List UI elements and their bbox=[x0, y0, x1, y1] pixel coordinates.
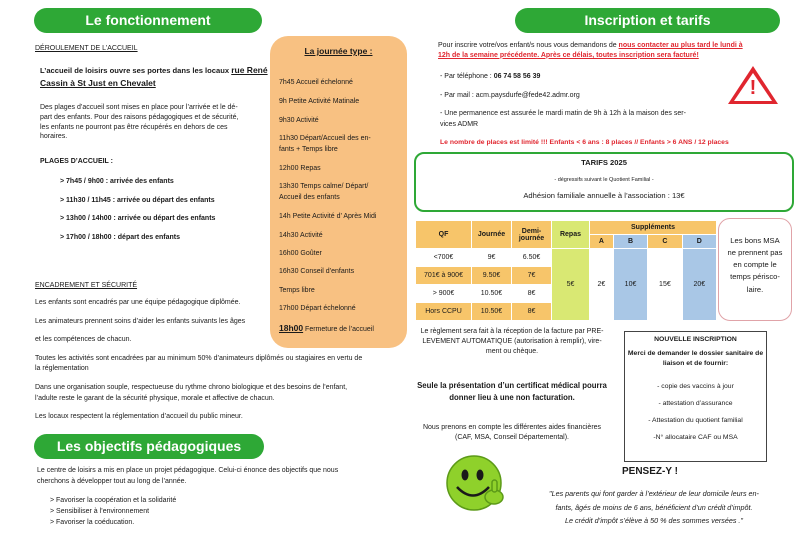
perm-line: vices ADMR bbox=[440, 121, 479, 128]
cell-qf: Hors CCPU bbox=[416, 303, 472, 321]
journee-item: Temps libre bbox=[279, 287, 315, 294]
th-journee: Journée bbox=[472, 221, 512, 249]
p1-text: Pour inscrire votre/vos enfant/s nous vous demandons de bbox=[438, 42, 619, 49]
enc-line: Toutes les activités sont encadrées par au minimum 50% d’animateurs diplômés ou stagiaires en vertu de bbox=[35, 355, 363, 362]
mail-line: - Par mail : acm.paysdurfe@fede42.admr.org bbox=[440, 92, 580, 99]
new-item: -N° allocataire CAF ou MSA bbox=[653, 434, 738, 442]
warning-triangle-icon bbox=[726, 64, 780, 106]
journee-item: 9h Petite Activité Matinale bbox=[279, 98, 360, 105]
cell-demi: 8€ bbox=[512, 303, 552, 321]
th-qf: QF bbox=[416, 221, 472, 249]
th-supp-a: A bbox=[590, 235, 614, 249]
nouvelle-inscription-box bbox=[624, 331, 767, 462]
quote-line: Le crédit d’impôt s’élève à 50 % des sommes versées ." bbox=[565, 516, 743, 526]
msa-line: laire. bbox=[746, 284, 764, 294]
p1-deadline: nous contacter au plus tard le lundi à bbox=[618, 42, 743, 49]
regl-line: LEVEMENT AUTOMATIQUE (autorisation à remplir), vire- bbox=[422, 337, 602, 345]
quote-line: fants, âgés de moins de 6 ans, bénéficient d’un crédit d’impôt. bbox=[555, 502, 753, 512]
objectif-item: > Favoriser la coopération et la solidarité bbox=[50, 497, 177, 504]
intro-text: L’accueil de loisirs ouvre ses portes dans les locaux bbox=[40, 66, 230, 75]
cell-supp-b: 10€ bbox=[613, 249, 647, 321]
journee-item: 9h30 Activité bbox=[279, 117, 319, 124]
journee-title: La journée type : bbox=[304, 46, 373, 56]
aides bbox=[412, 423, 612, 443]
certif-line: Seule la présentation d’un certificat médical pourra bbox=[417, 381, 607, 390]
obj-line: Le centre de loisirs a mis en place un projet pédagogique. Celui-ci énonce des objectifs que nous bbox=[37, 467, 339, 474]
msa-line: Les bons MSA bbox=[730, 236, 780, 245]
journee-item: 16h30 Conseil d’enfants bbox=[279, 268, 355, 275]
th-repas: Repas bbox=[552, 221, 590, 249]
journee-type-panel bbox=[270, 36, 407, 348]
tel-line bbox=[440, 72, 540, 82]
msa-box bbox=[718, 218, 792, 321]
cell-qf: 701€ à 900€ bbox=[416, 267, 472, 285]
plage-item: > 7h45 / 9h00 : arrivée des enfants bbox=[60, 178, 174, 185]
journee-item: 12h00 Repas bbox=[279, 165, 321, 172]
journee-item: Accueil des enfants bbox=[279, 194, 340, 201]
intro-place-2: Cassin à St Just en Chevalet bbox=[40, 78, 156, 89]
para-plages bbox=[40, 103, 238, 142]
msa-line: temps périsco- bbox=[730, 272, 780, 282]
para-line: horaires. bbox=[40, 133, 68, 141]
adhesion: Adhésion familiale annuelle à l’association : 13€ bbox=[523, 191, 685, 200]
journee-item: 16h00 Goûter bbox=[279, 250, 322, 257]
new-intro-line: Merci de demander le dossier sanitaire de bbox=[627, 350, 764, 357]
tarifs-title: TARIFS 2025 bbox=[581, 158, 627, 167]
th-supp-d: D bbox=[682, 235, 716, 249]
enc-line: l’adulte reste le garant de la sécurité physique, morale et affective de chacun. bbox=[35, 395, 275, 402]
objectif-item: > Sensibiliser à l’environnement bbox=[50, 508, 150, 515]
tarifs-sub: - dégressifs suivant le Quotient Familial - bbox=[554, 177, 654, 183]
th-supp-c: C bbox=[648, 235, 682, 249]
th-demi bbox=[512, 221, 552, 249]
plage-item: > 17h00 / 18h00 : départ des enfants bbox=[60, 234, 181, 241]
msa-line: ne prennent pas bbox=[727, 248, 783, 258]
p1-warning: 12h de la semaine précédente. Après ce délais, toutes inscription sera facturé! bbox=[438, 51, 699, 59]
enc-line: Les locaux respectent la réglementation d’accueil du public mineur. bbox=[35, 413, 243, 420]
regl-line: Le règlement sera fait à la réception de la facture par PRE- bbox=[420, 328, 604, 335]
heading-plages: PLAGES D’ACCUEIL : bbox=[40, 158, 113, 165]
objectif-item: > Favoriser la coéducation. bbox=[50, 519, 135, 526]
msa-line: en compte le bbox=[733, 260, 777, 270]
cell-supp-a: 2€ bbox=[590, 249, 614, 321]
intro-accueil bbox=[40, 64, 270, 90]
cell-demi: 8€ bbox=[512, 285, 552, 303]
warning-mark: ! bbox=[749, 77, 757, 99]
new-item: - copie des vaccins à jour bbox=[657, 383, 734, 391]
cell-supp-d: 20€ bbox=[682, 249, 716, 321]
cell-journee: 9.50€ bbox=[472, 267, 512, 285]
cell-demi: 6.50€ bbox=[512, 249, 552, 267]
aides-line: Nous prenons en compte les différentes aides financières bbox=[422, 424, 602, 431]
last-time: 18h00 bbox=[279, 323, 304, 333]
enc-line: Dans une organisation souple, respectueuse du rythme chrono biologique et des besoins de l’enfant, bbox=[35, 384, 348, 391]
new-item: - Attestation du quotient familial bbox=[648, 417, 743, 425]
inscription-text bbox=[438, 41, 793, 61]
plage-item: > 11h30 / 11h45 : arrivée ou départ des enfants bbox=[60, 197, 215, 204]
enc-line: la réglementation bbox=[35, 365, 89, 372]
para-line: part des enfants. Pour des raisons pédagogiques et de sécurité, bbox=[40, 113, 239, 121]
journee-item: 14h Petite Activité d’ Après Midi bbox=[279, 213, 377, 220]
cell-journee: 10.50€ bbox=[472, 303, 512, 321]
tarifs-table bbox=[415, 220, 717, 321]
cell-journee: 10.50€ bbox=[472, 285, 512, 303]
journee-item-last bbox=[279, 322, 401, 335]
reglement bbox=[412, 327, 612, 356]
cell-demi: 7€ bbox=[512, 267, 552, 285]
journee-item: 13h30 Temps calme/ Départ/ bbox=[279, 183, 369, 190]
perm-line: - Une permanence est assurée le mardi matin de 9h à 12h à la maison des ser- bbox=[440, 110, 686, 117]
heading-encadrement: ENCADREMENT ET SÉCURITÉ bbox=[35, 282, 138, 289]
aides-line: (CAF, MSA, Conseil Départemental). bbox=[455, 433, 569, 441]
title-objectifs: Les objectifs pédagogiques bbox=[34, 434, 264, 459]
th-supplements: Suppléments bbox=[590, 221, 717, 235]
journee-item: 7h45 Accueil échelonné bbox=[279, 79, 353, 86]
journee-item: fants + Temps libre bbox=[279, 146, 338, 153]
obj-line: cherchons à développer tout au long de l’année. bbox=[37, 478, 187, 485]
regl-line: ment ou chèque. bbox=[485, 347, 539, 355]
cell-qf: <700€ bbox=[416, 249, 472, 267]
cell-journee: 9€ bbox=[472, 249, 512, 267]
plage-item: > 13h00 / 14h00 : arrivée ou départ des enfants bbox=[60, 215, 216, 222]
new-title: NOUVELLE INSCRIPTION bbox=[654, 336, 737, 343]
title-inscription: Inscription et tarifs bbox=[515, 8, 780, 33]
cell-qf: > 900€ bbox=[416, 285, 472, 303]
enc-line: Les enfants sont encadrés par une équipe pédagogique diplômée. bbox=[35, 299, 241, 306]
tel-number: 06 74 58 56 39 bbox=[493, 73, 541, 80]
th-demi-1: Demi- bbox=[521, 227, 542, 235]
quote-line: "Les parents qui font garder à l’extérieur de leur domicile leurs en- bbox=[549, 489, 759, 498]
enc-line: et les compétences de chacun. bbox=[35, 336, 132, 343]
heading-deroulement: DÉROULEMENT DE L’ACCUEIL bbox=[35, 45, 138, 52]
last-label: Fermeture de l’accueil bbox=[303, 326, 374, 333]
journee-item: 14h30 Activité bbox=[279, 232, 323, 239]
new-intro bbox=[625, 349, 766, 369]
pensez-y: PENSEZ-Y ! bbox=[622, 466, 678, 477]
tel-label: - Par téléphone : bbox=[440, 73, 494, 80]
journee-item: 17h00 Départ échelonné bbox=[279, 305, 356, 312]
th-supp-b: B bbox=[613, 235, 647, 249]
cell-repas: 5€ bbox=[552, 249, 590, 321]
quote bbox=[516, 487, 792, 528]
cell-supp-c: 15€ bbox=[648, 249, 682, 321]
journee-item: 11h30 Départ/Accueil des en- bbox=[279, 135, 371, 142]
para-line: les enfants ne pourront pas être récupérés en dehors de ces bbox=[40, 123, 228, 131]
title-fonctionnement: Le fonctionnement bbox=[34, 8, 262, 33]
certif-line: donner lieu à une non facturation. bbox=[449, 393, 575, 403]
enc-line: Les animateurs prennent soins d’aider les enfants suivants les âges bbox=[35, 318, 246, 325]
intro-place-1: rue René bbox=[231, 65, 268, 75]
para-line: Des plages d’accueil sont mises en place pour l’arrivée et le dé- bbox=[40, 104, 238, 111]
new-item: - attestation d’assurance bbox=[658, 400, 733, 408]
smiley-thumbs-up-icon bbox=[444, 452, 506, 514]
places-limit: Le nombre de places est limité !!! Enfants < 6 ans : 8 places // Enfants > 6 ANS / 12 places bbox=[440, 139, 729, 146]
th-demi-2: journée bbox=[518, 234, 545, 242]
certificat bbox=[412, 380, 612, 404]
new-intro-line: liaison et de fournir: bbox=[662, 360, 729, 368]
